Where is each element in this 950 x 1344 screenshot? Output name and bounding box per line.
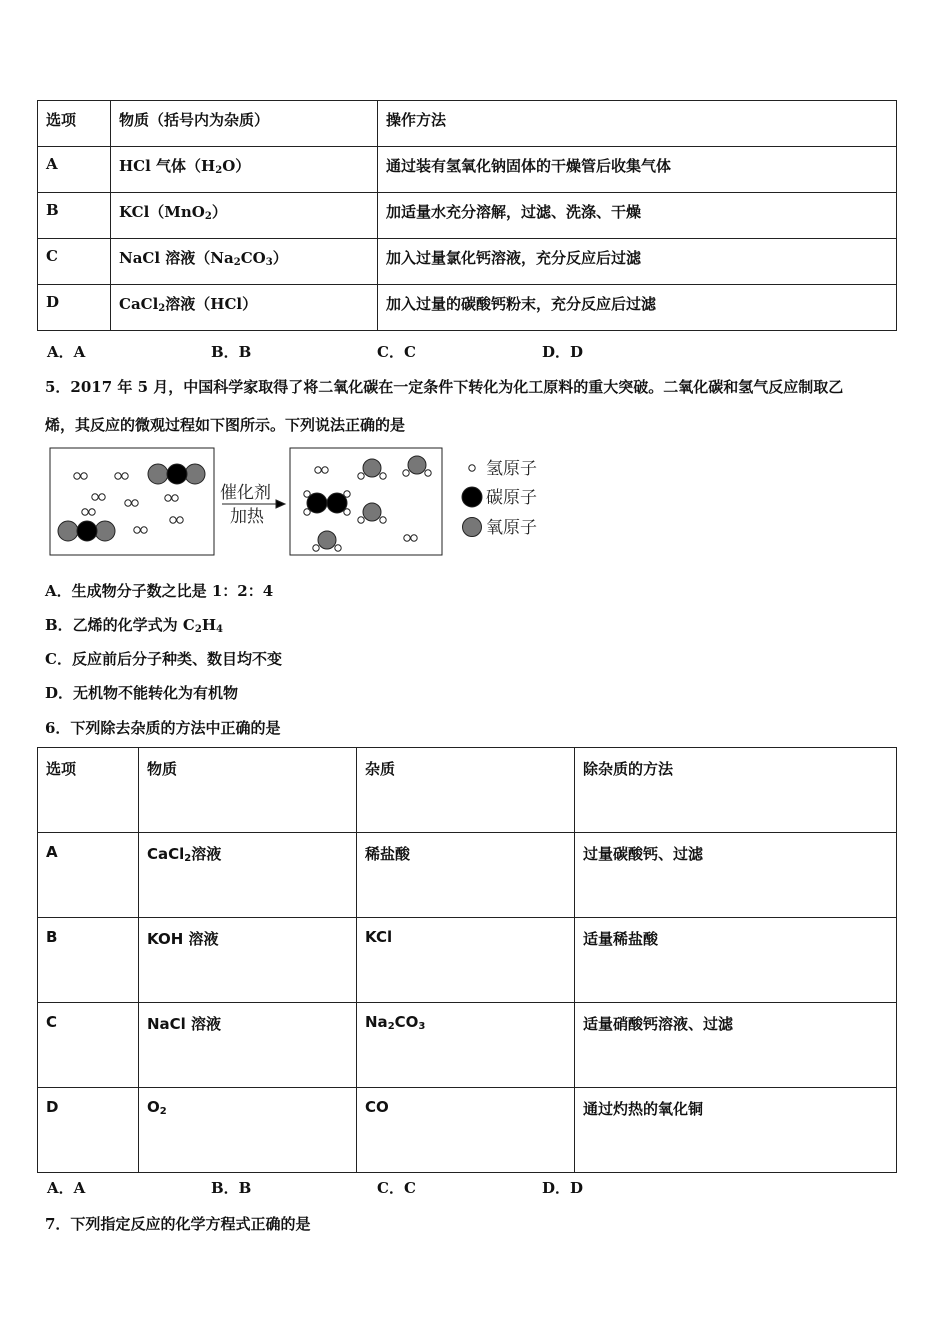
method-cell: 通过装有氢氧化钠固体的干燥管后收集气体 xyxy=(378,147,897,193)
table-header-row xyxy=(38,101,897,147)
substance-cell: CaCl$_2$溶液（HCl） xyxy=(111,285,378,331)
impurity-cell: 稀盐酸 xyxy=(357,833,575,918)
arrow-head-icon xyxy=(276,500,285,508)
header-cell: 物质（括号内为杂质） xyxy=(111,101,378,147)
table-row xyxy=(38,1003,897,1088)
legend-oxygen: 氧原子 xyxy=(486,518,537,538)
ethylene-molecule xyxy=(304,491,350,515)
legend-hydrogen: 氢原子 xyxy=(486,459,537,479)
substance-cell: KOH 溶液 xyxy=(139,918,357,1003)
q6-title: 6．下列除去杂质的方法中正确的是 xyxy=(45,719,281,737)
option-cell: B xyxy=(38,193,111,239)
hydrogen-legend-icon xyxy=(469,465,475,471)
q6-choice-b: B．B xyxy=(211,1179,252,1197)
substance-cell: NaCl 溶液$(Na_2CO_3)$ xyxy=(111,239,378,285)
header-cell: 选项 xyxy=(38,748,139,833)
substance-cell: NaCl 溶液 xyxy=(139,1003,357,1088)
method-cell: 加入过量的碳酸钙粉末，充分反应后过滤 xyxy=(378,285,897,331)
method-cell: 通过灼热的氧化铜 xyxy=(575,1088,897,1173)
substance-cell: KCl（MnO$_2$） xyxy=(111,193,378,239)
method-cell: 适量硝酸钙溶液、过滤 xyxy=(575,1003,897,1088)
impurity-cell: KCl xyxy=(357,918,575,1003)
option-cell: D xyxy=(38,1088,139,1173)
q6-choice-c: C．C xyxy=(377,1179,416,1197)
option-cell: C xyxy=(38,1003,139,1088)
option-cell: D xyxy=(38,285,111,331)
header-cell: 物质 xyxy=(139,748,357,833)
header-cell: 杂质 xyxy=(357,748,575,833)
heating-label: 加热 xyxy=(230,507,264,527)
method-cell: 适量稀盐酸 xyxy=(575,918,897,1003)
header-cell: 除杂质的方法 xyxy=(575,748,897,833)
q6-choice-d: D．D xyxy=(542,1179,584,1197)
option-cell: A xyxy=(38,147,111,193)
table-row xyxy=(38,918,897,1003)
oxygen-legend-icon xyxy=(463,518,482,537)
table-row xyxy=(38,193,897,239)
table-row xyxy=(38,147,897,193)
q5-choice-b: B．乙烯的化学式为 $C_2H_4$ xyxy=(45,616,223,635)
table-header-row xyxy=(38,748,897,833)
q6-choice-a: A．A xyxy=(47,1179,86,1197)
choice-c: C．C xyxy=(377,343,416,361)
catalyst-label: 催化剂 xyxy=(220,483,271,503)
choice-a: A．A xyxy=(47,343,86,361)
q4-table xyxy=(37,100,897,331)
method-cell: 加适量水充分溶解，过滤、洗涤、干燥 xyxy=(378,193,897,239)
q6-table xyxy=(37,747,897,1173)
choice-b: B．B xyxy=(211,343,252,361)
option-cell: C xyxy=(38,239,111,285)
choice-d: D．D xyxy=(542,343,584,361)
substance-cell: CaCl$_2$溶液 xyxy=(139,833,357,918)
impurity-cell: $Na_2CO_3$ xyxy=(357,1003,575,1088)
table-row xyxy=(38,1088,897,1173)
carbon-legend-icon xyxy=(462,487,482,507)
q5-text-line1: 5．2017 年 5 月，中国科学家取得了将二氧化碳在一定条件下转化为化工原料的重大突破。二氧化碳和氢气反应制取乙 xyxy=(45,378,844,396)
table-row xyxy=(38,833,897,918)
legend-carbon: 碳原子 xyxy=(486,488,537,508)
impurity-cell: CO xyxy=(357,1088,575,1173)
method-cell: 过量碳酸钙、过滤 xyxy=(575,833,897,918)
option-cell: A xyxy=(38,833,139,918)
q5-choice-c: C．反应前后分子种类、数目均不变 xyxy=(45,650,282,668)
q5-text-line2: 烯，其反应的微观过程如下图所示。下列说法正确的是 xyxy=(45,416,406,434)
reaction-diagram xyxy=(40,440,560,565)
q5-choice-d: D．无机物不能转化为有机物 xyxy=(45,684,239,702)
header-cell: 选项 xyxy=(38,101,111,147)
substance-cell: $O_2$ xyxy=(139,1088,357,1173)
option-cell: B xyxy=(38,918,139,1003)
table-row xyxy=(38,285,897,331)
q7-title: 7．下列指定反应的化学方程式正确的是 xyxy=(45,1215,311,1233)
table-row xyxy=(38,239,897,285)
q5-choice-a: A．生成物分子数之比是 1：2：4 xyxy=(45,582,274,600)
method-cell: 加入过量氯化钙溶液，充分反应后过滤 xyxy=(378,239,897,285)
substance-cell: HCl 气体$(H_2O)$ xyxy=(111,147,378,193)
header-cell: 操作方法 xyxy=(378,101,897,147)
